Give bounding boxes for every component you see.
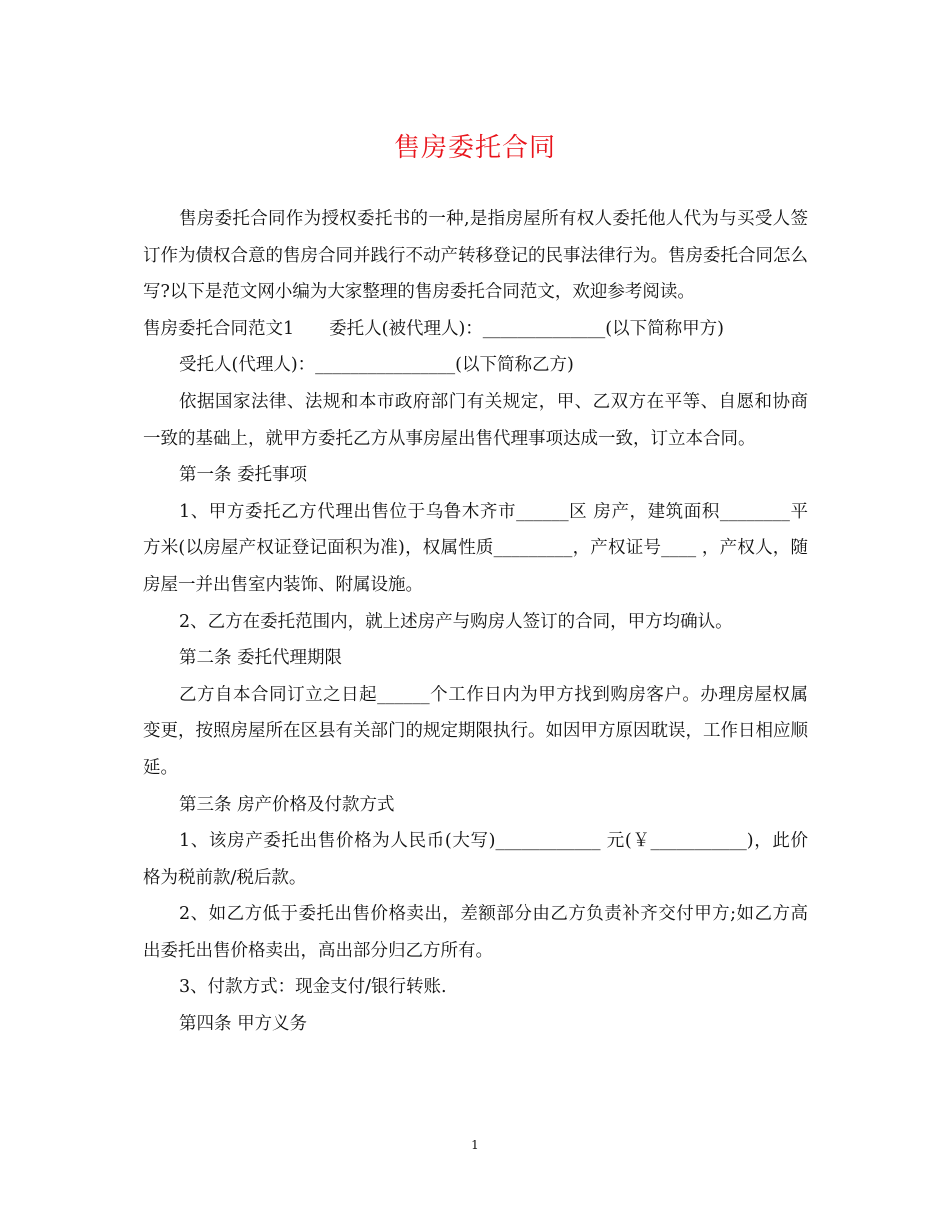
article-3-clause-2: 2、如乙方低于委托出售价格卖出，差额部分由乙方负责补齐交付甲方;如乙方高出委托出售价格卖出，高出部分归乙方所有。 [143, 904, 808, 961]
intro-paragraph: 售房委托合同作为授权委托书的一种,是指房屋所有权人委托他人代为与买受人签订作为债权合意的售房合同并践行不动产转移登记的民事法律行为。售房委托合同怎么写?以下是范文网小编为大家整理的售房委托合同范文，欢迎参考阅读。 [143, 209, 808, 303]
document-title: 售房委托合同 [393, 133, 556, 163]
preamble-paragraph: 依据国家法律、法规和本市政府部门有关规定，甲、乙双方在平等、自愿和协商一致的基础上，就甲方委托乙方从事房屋出售代理事项达成一致，订立本合同。 [143, 391, 808, 449]
article-2-heading: 第二条 委托代理期限 [179, 648, 343, 669]
article-2-paragraph: 乙方自本合同订立之日起______个工作日内为甲方找到购房客户。办理房屋权属变更，按照房屋所在区县有关部门的规定期限执行。如因甲方原因耽误，工作日相应顺延。 [143, 684, 808, 778]
article-3-clause-3: 3、付款方式：现金支付/银行转账. [179, 977, 447, 998]
article-1-clause-2: 2、乙方在委托范围内，就上述房产与购房人签订的合同，甲方均确认。 [179, 611, 733, 632]
agent-line: 受托人(代理人)：________________(以下简称乙方) [179, 355, 574, 376]
article-3-heading: 第三条 房产价格及付款方式 [179, 794, 395, 815]
article-4-heading: 第四条 甲方义务 [179, 1014, 308, 1035]
article-3-clause-1: 1、该房产委托出售价格为人民币(大写)____________ 元(￥___________)，此价格为税前款/税后款。 [143, 831, 808, 888]
article-1-heading: 第一条 委托事项 [179, 465, 308, 486]
article-1-clause-1: 1、甲方委托乙方代理出售位于乌鲁木齐市______区 房产，建筑面积________平方米(以房屋产权证登记面积为准)，权属性质_________，产权证号____ ，产权人，随房屋一并出售室内装饰、附属设施。 [143, 501, 808, 595]
page-number: 1 [471, 1138, 479, 1152]
contract-sample-header: 售房委托合同范文1 委托人(被代理人)：______________(以下简称甲方) [143, 318, 724, 339]
document-body [143, 201, 808, 1043]
